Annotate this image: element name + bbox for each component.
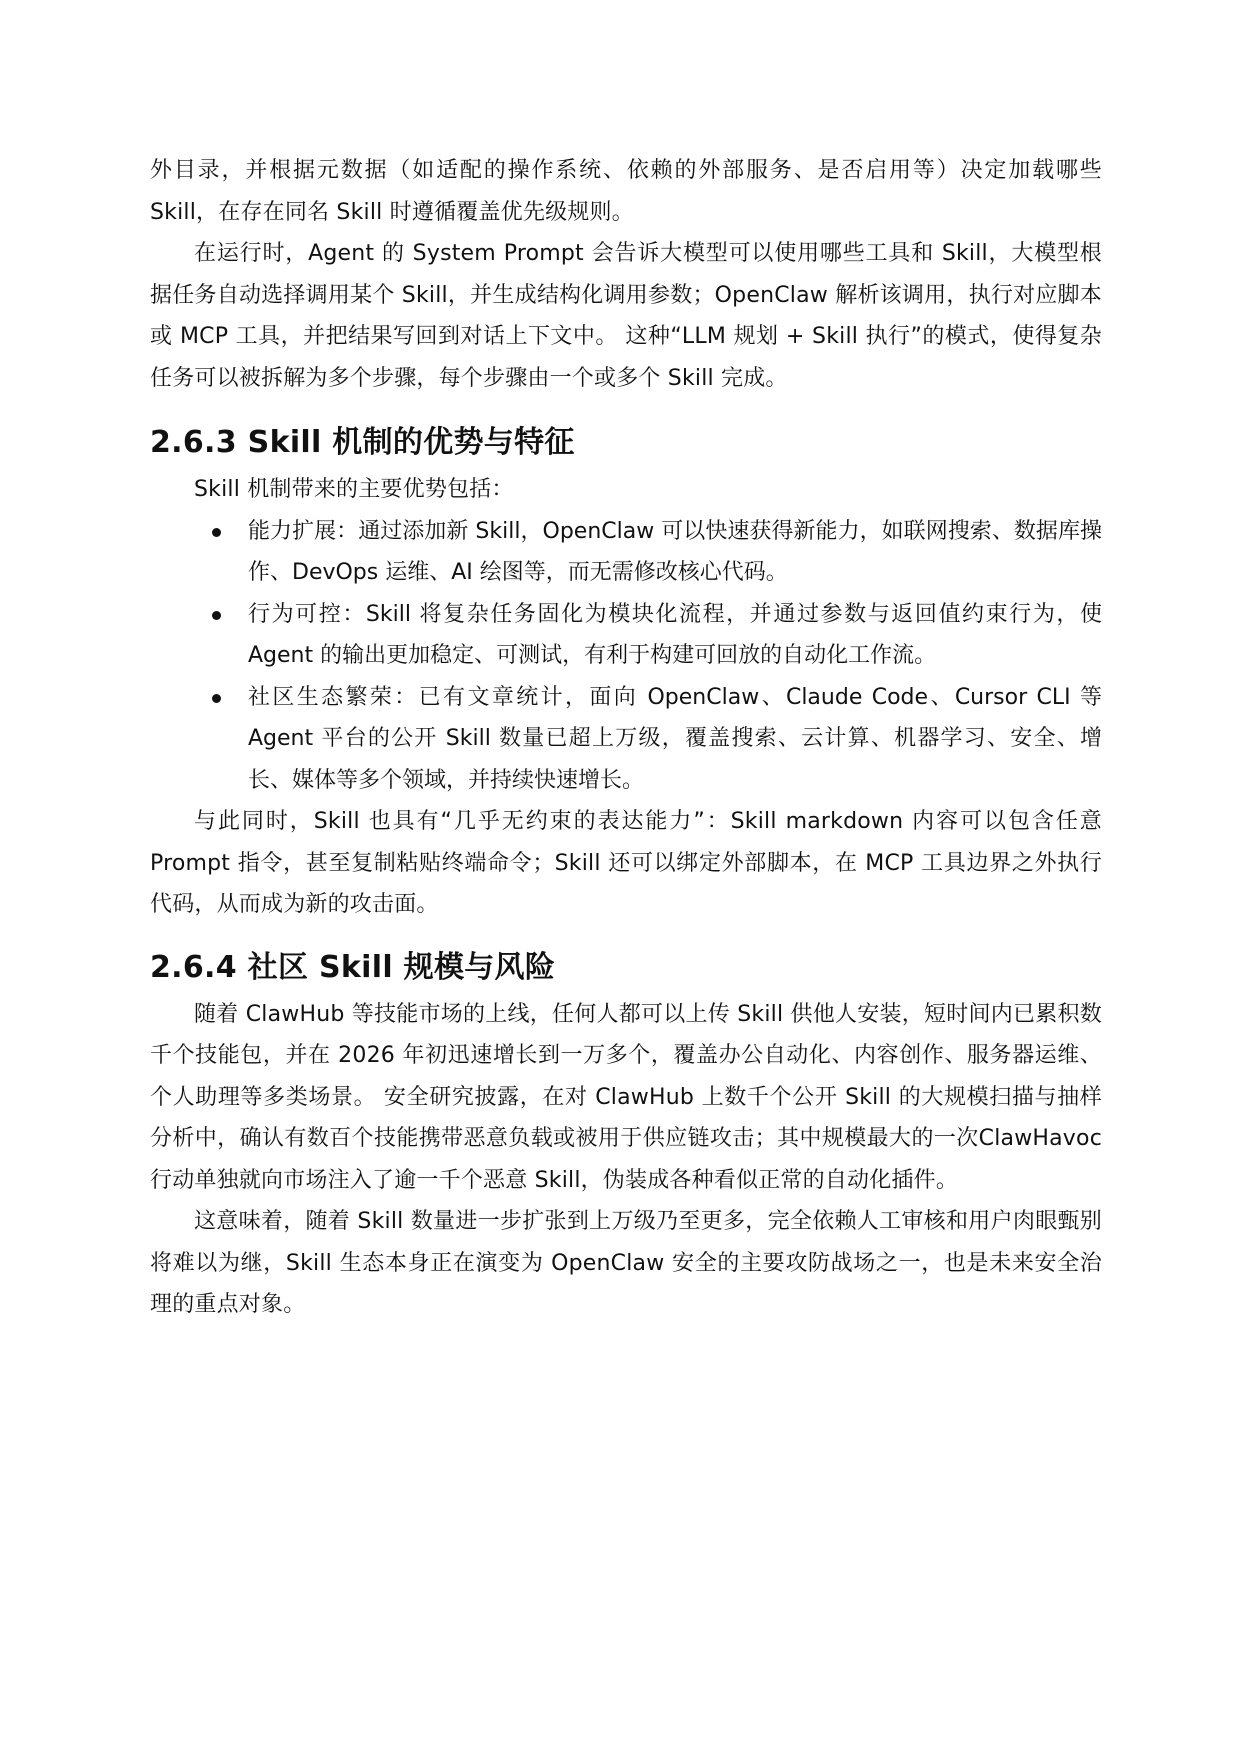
list-item [150,511,1102,594]
bullet-icon [212,611,221,620]
document-page [150,150,1102,1326]
conclusion-paragraph: 这意味着，随着 Skill 数量进一步扩张到上万级乃至更多，完全依赖人工审核和用户肉眼甄别将难以为继，Skill 生态本身正在演变为 OpenClaw 安全的主要攻防战场之一，也是未来安全治理的重点对象。 [150,1209,1102,1317]
intro-paragraph: 外目录，并根据元数据（如适配的操作系统、依赖的外部服务、是否启用等）决定加载哪些Skill，在存在同名 Skill 时遵循覆盖优先级规则。 [150,158,1102,225]
section-heading-2-6-3: 2.6.3 Skill 机制的优势与特征 [150,425,575,460]
section-closing-paragraph: 与此同时，Skill 也具有“几乎无约束的表达能力”：Skill markdown 内容可以包含任意Prompt 指令，甚至复制粘贴终端命令；Skill 还可以绑定外部脚本，在 MCP 工具边界之外执行代码，从而成为新的攻击面。 [150,809,1102,917]
list-item [150,594,1102,677]
clawhub-paragraph: 随着 ClawHub 等技能市场的上线，任何人都可以上传 Skill 供他人安装，短时间内已累积数千个技能包，并在 2026 年初迅速增长到一万多个，覆盖办公自动化、内容创作、服务器运维、个人助理等多类场景。 安全研究披露，在对 ClawHub 上数千个公开 Skill 的大规模扫描与抽样分析中，确认有数百个技能携带恶意负载或被用于供应链攻击；其中规模最大的一次ClawHavoc 行动单独就向市场注入了逾一千个恶意 Skill，伪装成各种看似正常的自动化插件。 [150,1001,1102,1193]
list-item-text: 行为可控：Skill 将复杂任务固化为模块化流程，并通过参数与返回值约束行为，使Agent 的输出更加稳定、可测试，有利于构建可回放的自动化工作流。 [248,601,1102,668]
bullet-icon [212,694,221,703]
list-item-text: 社区生态繁荣：已有文章统计，面向 OpenClaw、Claude Code、Cursor CLI 等Agent 平台的公开 Skill 数量已超上万级，覆盖搜索、云计算、机器学习、安全、增长、媒体等多个领域，并持续快速增长。 [248,684,1102,793]
section-lead: Skill 机制带来的主要优势包括： [194,477,514,502]
runtime-paragraph: 在运行时，Agent 的 System Prompt 会告诉大模型可以使用哪些工具和 Skill，大模型根据任务自动选择调用某个 Skill，并生成结构化调用参数；OpenClaw 解析该调用，执行对应脚本或 MCP 工具，并把结果写回到对话上下文中。 这种“LLM 规划 + Skill 执行”的模式，使得复杂任务可以被拆解为多个步骤，每个步骤由一个或多个 Skill 完成。 [150,241,1102,391]
bullet-icon [212,528,221,537]
list-item [150,677,1102,802]
advantages-list [150,511,1102,802]
section-heading-2-6-4: 2.6.4 社区 Skill 规模与风险 [150,949,556,985]
list-item-text: 能力扩展：通过添加新 Skill，OpenClaw 可以快速获得新能力，如联网搜索、数据库操作、DevOps 运维、AI 绘图等，而无需修改核心代码。 [248,518,1102,585]
